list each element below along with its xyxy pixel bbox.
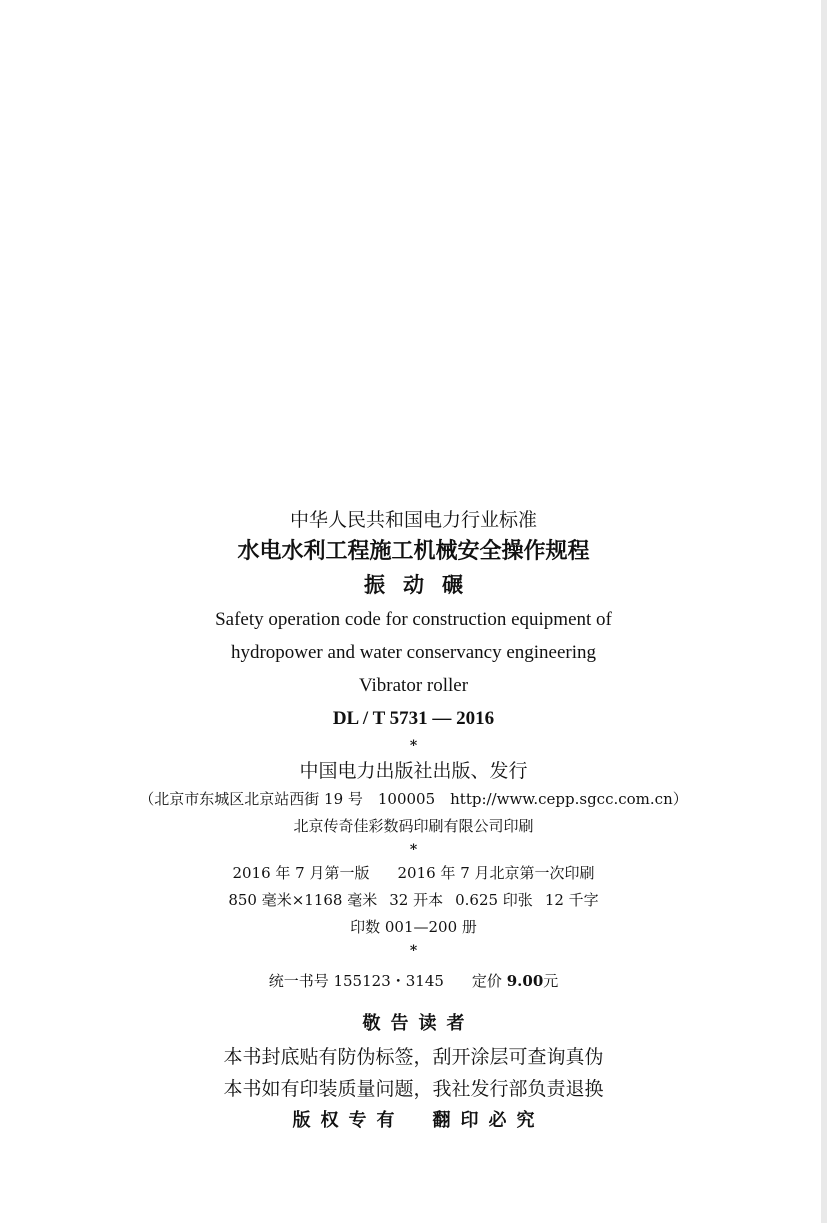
edition-line [0, 860, 827, 887]
subtitle-cn: 振动碾 [364, 572, 481, 597]
printing: 2016 年 7 月北京第一次印刷 [397, 864, 595, 882]
rights-notice: 版权专有 翻印必究 [292, 1110, 545, 1131]
notice-title: 敬告读者 [362, 1013, 475, 1034]
format-line [0, 887, 827, 914]
price-label: 定价 [471, 972, 502, 990]
format-size: 32 开本 [389, 891, 444, 909]
title-cn: 水电水利工程施工机械安全操作规程 [237, 538, 590, 564]
notice-line-1: 本书封底贴有防伪标签，刮开涂层可查询真伪 [223, 1046, 604, 1068]
printer: 北京传奇佳彩数码印刷有限公司印刷 [293, 817, 534, 835]
notice-line-2: 本书如有印装质量问题，我社发行部负责退换 [223, 1078, 604, 1100]
separator-2: * [409, 842, 418, 858]
separator-1: * [409, 738, 418, 754]
title-en-line-2: hydropower and water conservancy engineering [230, 642, 597, 663]
title-en-line-3: Vibrator roller [358, 675, 469, 696]
format: 850 毫米×1168 毫米 [228, 891, 378, 909]
publisher: 中国电力出版社出版、发行 [299, 760, 528, 782]
separator-3: * [409, 943, 418, 959]
sheets: 0.625 印张 [455, 891, 533, 909]
edition: 2016 年 7 月第一版 [232, 864, 370, 882]
issuer: 中华人民共和国电力行业标准 [289, 509, 537, 531]
colophon [0, 505, 827, 1137]
title-en-line-1: Safety operation code for construction equipment of [215, 609, 612, 630]
words: 12 千字 [544, 891, 599, 909]
standard-code: DL / T 5731 — 2016 [332, 708, 495, 729]
publisher-address: （北京市东城区北京站西街 19 号 100005 http://www.cepp.sgcc.com.cn） [139, 790, 688, 808]
price-unit: 元 [543, 972, 559, 990]
price-value: 9.00 [506, 972, 544, 990]
isbn: 统一书号 155123・3145 [268, 972, 444, 990]
isbn-line [0, 961, 827, 1001]
print-run: 印数 001—200 册 [350, 918, 477, 936]
